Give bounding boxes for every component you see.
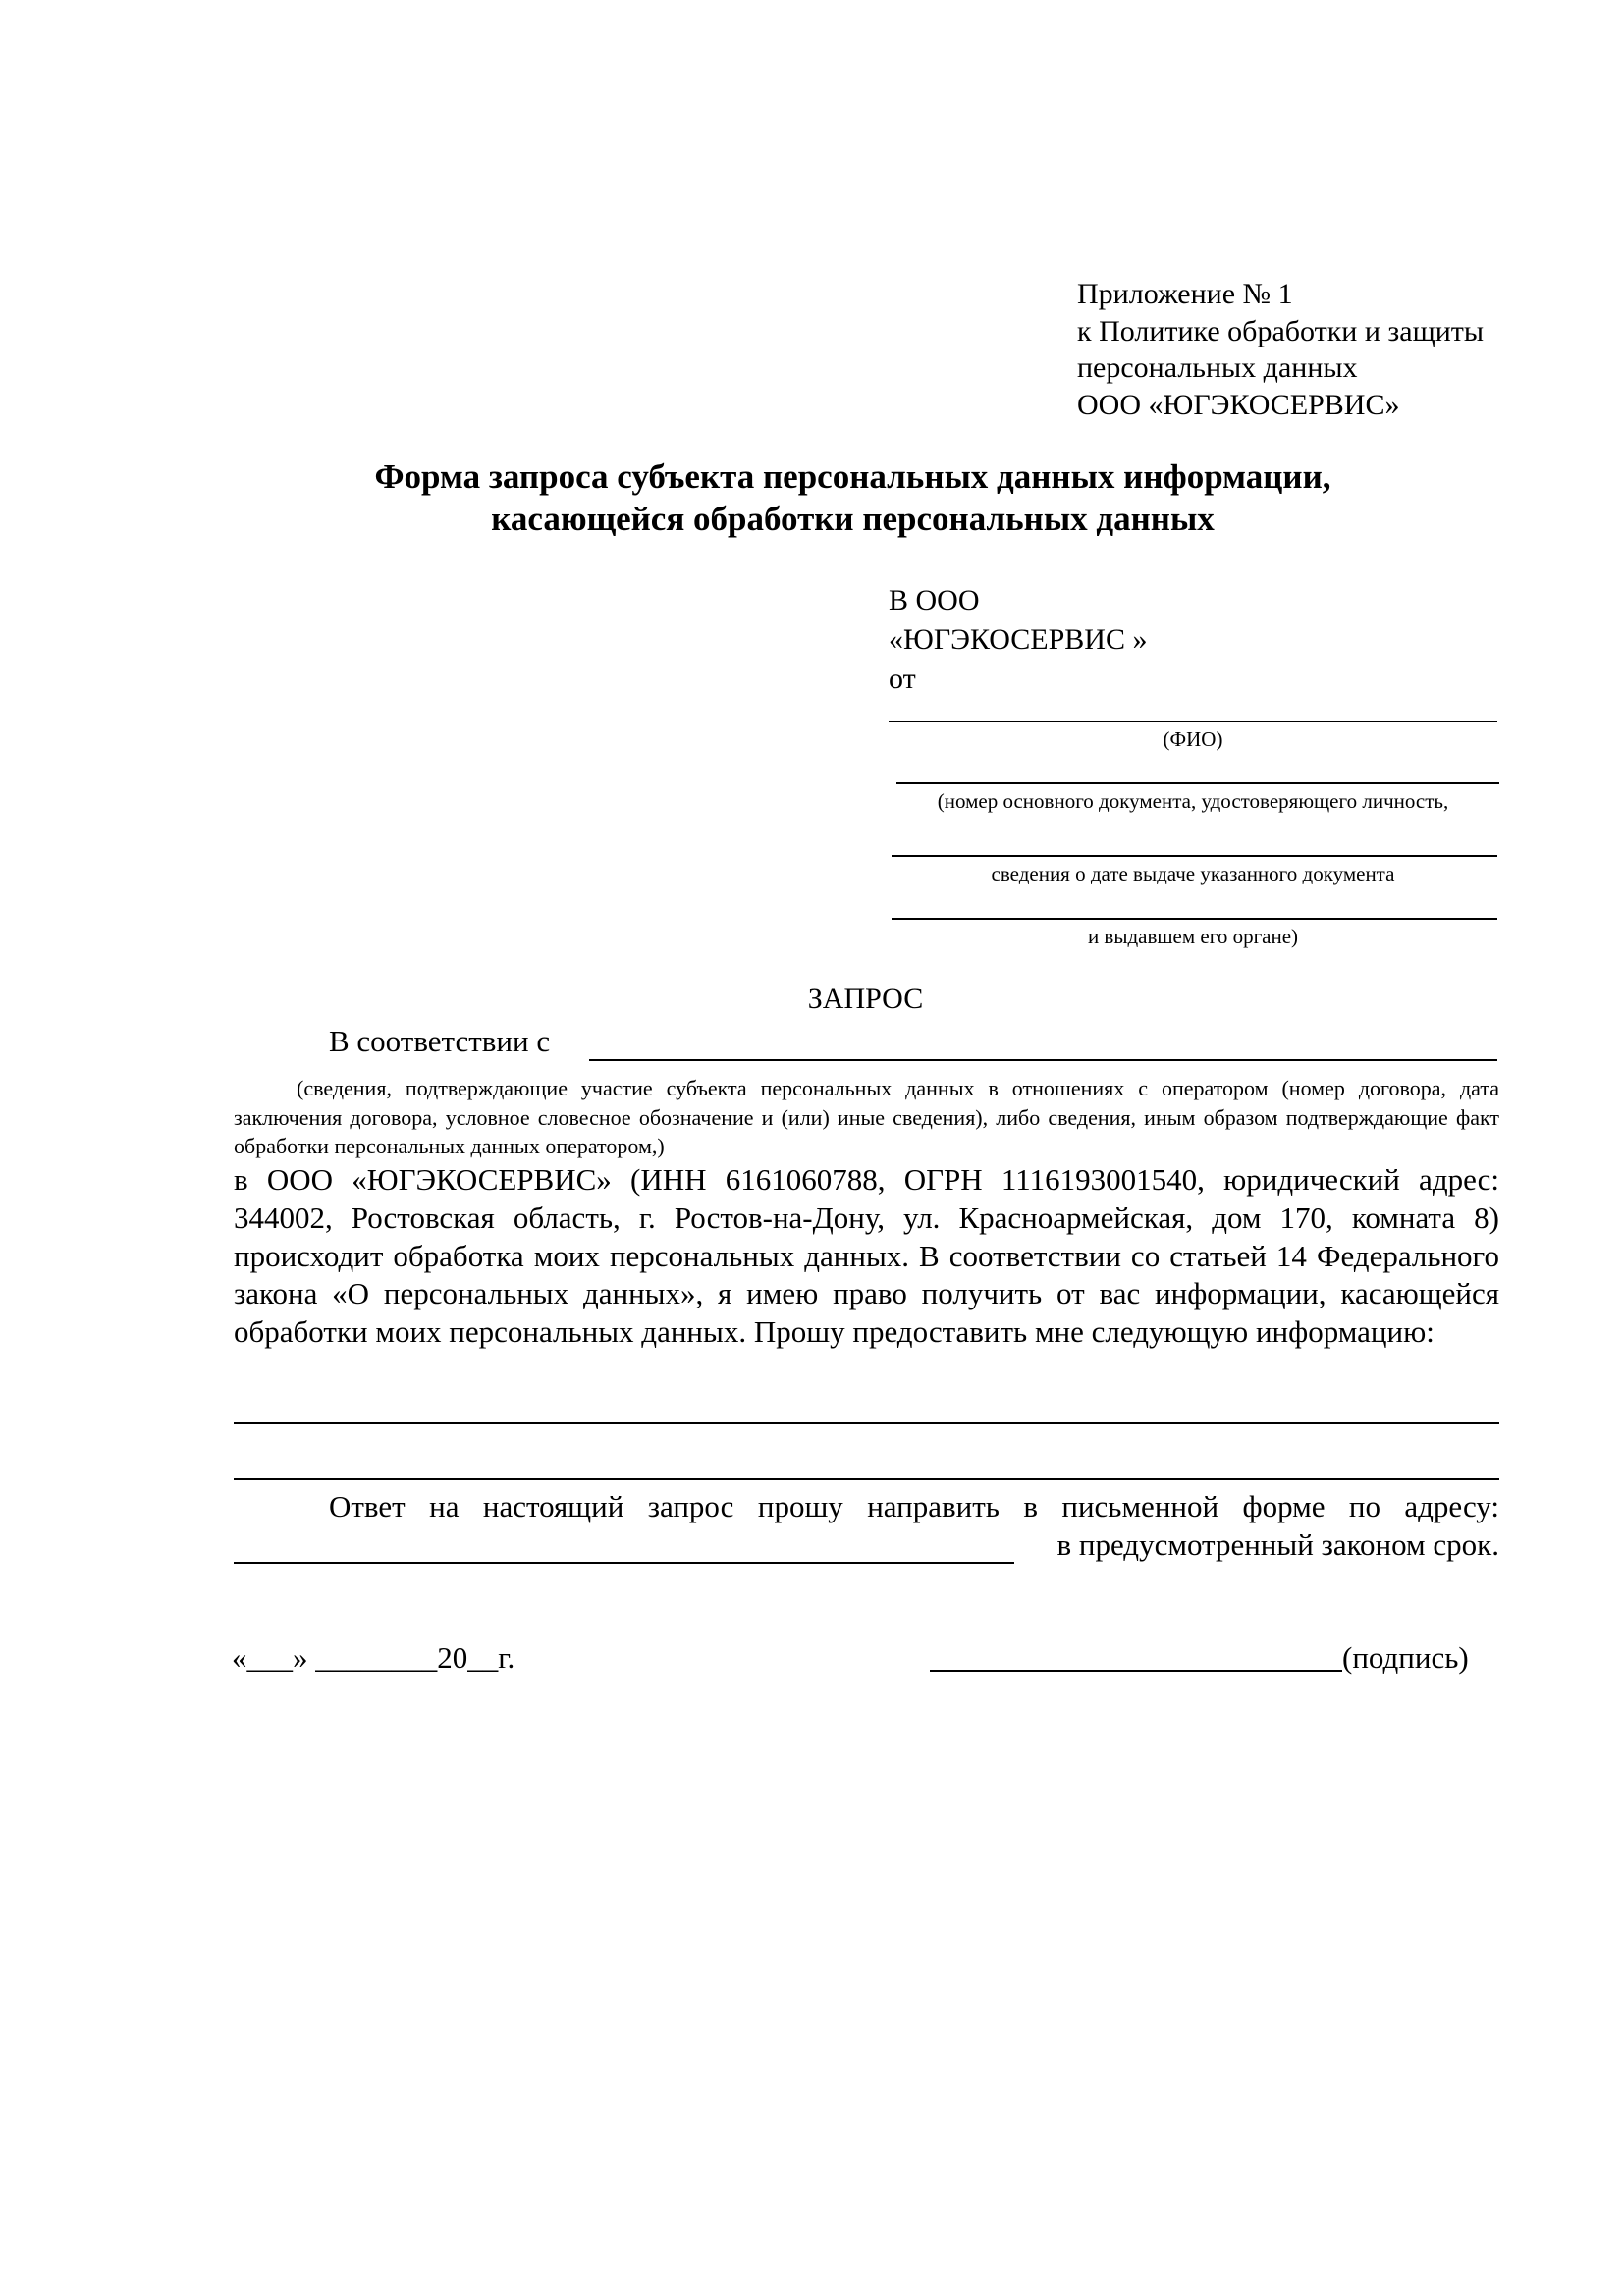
annex-line-4: ООО «ЮГЭКОСЕРВИС» — [1077, 388, 1400, 421]
reply-suffix: в предусмотренный законом срок. — [1056, 1527, 1499, 1562]
doc-number-input-line[interactable] — [896, 782, 1499, 784]
doc-number-caption: (номер основного документа, удостоверяющего личность, — [937, 789, 1449, 813]
addressee-to-line-2: «ЮГЭКОСЕРВИС » — [889, 623, 1148, 656]
doc-date-caption: сведения о дате выдаче указанного документа — [991, 862, 1395, 885]
form-title-line-1: Форма запроса субъекта персональных данных информации, — [374, 457, 1331, 496]
annex-block — [1077, 276, 1539, 423]
form-title-line-2: касающейся обработки персональных данных — [491, 500, 1215, 538]
request-body: в ООО «ЮГЭКОСЕРВИС» (ИНН 6161060788, ОГРН 1116193001540, юридический адрес: 344002, Ростовская область, г. Ростов-на-Дону, ул. Красноармейская, дом 170, комната 8) происходит обработка моих персональных данных. В соответствии со статьей 14 Федерального закона «О персональных данных», я имею право получить от вас информации, касающейся обработки моих персональных данных. Прошу предоставить мне следующую информацию: — [234, 1162, 1499, 1350]
addressee-from-label: от — [889, 663, 916, 695]
basis-input-line[interactable] — [589, 1059, 1497, 1061]
reply-request-text: Ответ на настоящий запрос прошу направить в письменной форме по адресу: — [329, 1489, 1499, 1523]
intro-prefix: В соответствии с — [329, 1024, 551, 1058]
info-blank-line-2[interactable] — [234, 1478, 1499, 1480]
annex-line-1: Приложение № 1 — [1077, 278, 1293, 310]
doc-date-input-line[interactable] — [892, 855, 1497, 857]
addressee-block — [889, 581, 1499, 699]
date-blank-line[interactable]: «___» ________20__г. — [232, 1640, 515, 1675]
signature-input-line[interactable] — [930, 1670, 1342, 1672]
doc-issuer-input-line[interactable] — [892, 918, 1497, 920]
signature-caption: (подпись) — [1342, 1640, 1469, 1675]
request-heading: ЗАПРОС — [807, 983, 924, 1015]
annex-line-3: персональных данных — [1077, 351, 1358, 384]
doc-issuer-caption: и выдавшем его органе) — [1087, 925, 1299, 948]
annex-line-2: к Политике обработки и защиты — [1077, 314, 1485, 347]
address-input-line[interactable] — [234, 1562, 1014, 1564]
addressee-to-line-1: В ООО — [889, 584, 980, 616]
fio-input-line[interactable] — [889, 721, 1497, 722]
info-blank-line-1[interactable] — [234, 1422, 1499, 1424]
form-title — [221, 455, 1485, 540]
footnote-text: (сведения, подтверждающие участие субъекта персональных данных в отношениях с оператором (номер договора, дата заключения договора, условное словесное обозначение и (или) иные сведения), либо сведения, иным образом подтверждающие факт обработки персональных данных оператором,) — [234, 1076, 1499, 1158]
fio-caption: (ФИО) — [1163, 727, 1223, 751]
